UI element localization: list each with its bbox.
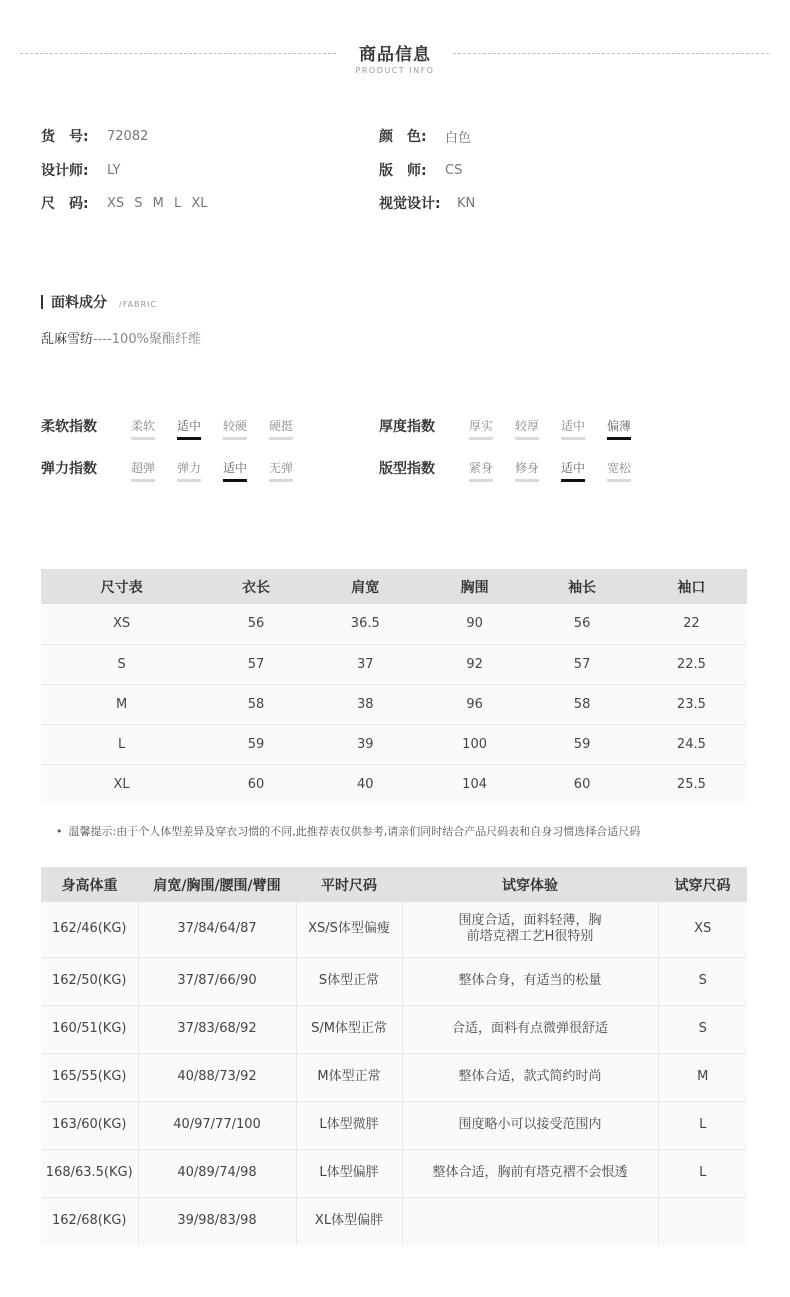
fit-option: 修身 — [515, 460, 539, 482]
fit-table-cell: XS/S体型偏瘦 — [296, 902, 402, 957]
size-table-cell: 38 — [310, 684, 421, 724]
fit-option-active: 适中 — [561, 460, 585, 482]
color-value: 白色 — [445, 130, 472, 146]
softness-option: 硬挺 — [269, 418, 293, 440]
visual-value: KN — [457, 195, 476, 211]
info-visual-design — [379, 193, 475, 213]
size-table-cell: M — [41, 684, 202, 724]
fit-table-cell: 围度略小可以接受范围内 — [402, 1101, 658, 1149]
info-item-no — [41, 126, 148, 146]
fit-table-header-cell: 平时尺码 — [296, 867, 402, 902]
pattern-value: CS — [445, 162, 463, 178]
fit-table-header-cell: 肩宽/胸围/腰围/臂围 — [138, 867, 296, 902]
size-table-header-cell: 胸围 — [421, 569, 528, 604]
fit-table-cell: M — [658, 1053, 747, 1101]
thickness-option: 适中 — [561, 418, 585, 440]
info-sizes — [41, 193, 208, 213]
size-table-cell: S — [41, 644, 202, 684]
fabric-description — [41, 328, 201, 347]
info-color — [379, 126, 471, 146]
softness-index — [41, 418, 315, 440]
softness-option: 柔软 — [131, 418, 155, 440]
fabric-heading — [41, 292, 157, 312]
size-table-header-cell: 衣长 — [202, 569, 309, 604]
fit-table-cell: 163/60(KG) — [41, 1101, 138, 1149]
info-designer — [41, 160, 120, 180]
fit-experience-line: 前塔克褶工艺H很特别 — [466, 929, 594, 945]
fit-option: 宽松 — [607, 460, 631, 482]
fit-table-header-cell: 身高体重 — [41, 867, 138, 902]
softness-option-active: 适中 — [177, 418, 201, 440]
fit-table-cell: S体型正常 — [296, 957, 402, 1005]
size-table-cell: XL — [41, 764, 202, 804]
fit-table-cell: 整体合适，款式简约时尚 — [402, 1053, 658, 1101]
designer-value: LY — [107, 162, 121, 178]
size-table-cell: 57 — [202, 644, 309, 684]
size-table-cell: L — [41, 724, 202, 764]
designer-label: 设计师: — [41, 163, 89, 179]
section-subtitle: PRODUCT INFO — [355, 66, 435, 75]
fabric-name: 乱麻雪纺 — [41, 332, 94, 347]
size-table-cell: 90 — [421, 604, 528, 644]
softness-option: 较硬 — [223, 418, 247, 440]
softness-label: 柔软指数 — [41, 419, 97, 435]
fit-table-cell: 160/51(KG) — [41, 1005, 138, 1053]
size-values: XS S M L XL — [107, 195, 208, 211]
size-table-cell: 24.5 — [636, 724, 747, 764]
size-table-cell: 40 — [310, 764, 421, 804]
fit-table-cell: XL体型偏胖 — [296, 1197, 402, 1245]
fit-table-cell: 40/88/73/92 — [138, 1053, 296, 1101]
elasticity-option: 弹力 — [177, 460, 201, 482]
fit-table-cell: 整体合身，有适当的松量 — [402, 957, 658, 1005]
fit-table — [41, 867, 747, 1245]
size-table-cell: 60 — [202, 764, 309, 804]
elasticity-option-active: 适中 — [223, 460, 247, 482]
size-table-header-cell: 袖长 — [528, 569, 635, 604]
elasticity-option: 超弹 — [131, 460, 155, 482]
fit-table-cell: 37/87/66/90 — [138, 957, 296, 1005]
size-table-cell: 57 — [528, 644, 635, 684]
fit-table-row — [41, 1101, 747, 1149]
fabric-composition: ----100%聚酯纤维 — [93, 332, 201, 347]
fit-table-cell: 162/46(KG) — [41, 902, 138, 957]
fit-table-cell — [402, 1197, 658, 1245]
size-table-header-cell: 袖口 — [636, 569, 747, 604]
fit-table-cell: 162/68(KG) — [41, 1197, 138, 1245]
size-table-cell: 56 — [528, 604, 635, 644]
thickness-index — [379, 418, 653, 440]
fit-option: 紧身 — [469, 460, 493, 482]
size-table-row — [41, 684, 747, 724]
size-table-cell: 58 — [528, 684, 635, 724]
size-tip — [56, 823, 640, 839]
fit-table-header — [41, 867, 747, 902]
fit-table-cell: L体型偏胖 — [296, 1149, 402, 1197]
fit-table-cell: L体型微胖 — [296, 1101, 402, 1149]
fit-table-row — [41, 1005, 747, 1053]
fit-table-cell: XS — [658, 902, 747, 957]
size-table-cell: 92 — [421, 644, 528, 684]
thickness-option-active: 偏薄 — [607, 418, 631, 440]
fit-table-cell: 39/98/83/98 — [138, 1197, 296, 1245]
fit-table-cell: 165/55(KG) — [41, 1053, 138, 1101]
thickness-option: 较厚 — [515, 418, 539, 440]
size-table-cell: 104 — [421, 764, 528, 804]
size-table-cell: 39 — [310, 724, 421, 764]
fit-table-cell: 整体合适，胸前有塔克褶不会恨透 — [402, 1149, 658, 1197]
size-table-cell: 96 — [421, 684, 528, 724]
fit-table-cell: S — [658, 1005, 747, 1053]
fit-table-cell: L — [658, 1149, 747, 1197]
size-table-header — [41, 569, 747, 604]
fabric-accent-bar — [41, 295, 43, 309]
size-table-row — [41, 764, 747, 804]
size-label: 尺 码: — [41, 196, 89, 212]
size-table-cell: 22.5 — [636, 644, 747, 684]
size-table-cell: 59 — [202, 724, 309, 764]
fit-table-cell: M体型正常 — [296, 1053, 402, 1101]
size-table-cell: 59 — [528, 724, 635, 764]
fit-label: 版型指数 — [379, 461, 435, 477]
fit-table-row — [41, 957, 747, 1005]
fit-table-cell: 37/83/68/92 — [138, 1005, 296, 1053]
fit-table-row — [41, 1197, 747, 1245]
fit-table-header-cell: 试穿体验 — [402, 867, 658, 902]
size-table-header-cell: 肩宽 — [310, 569, 421, 604]
fit-table-cell: 40/97/77/100 — [138, 1101, 296, 1149]
pattern-label: 版 师: — [379, 163, 427, 179]
size-table-cell: 37 — [310, 644, 421, 684]
fabric-title-en: /FABRIC — [119, 300, 158, 309]
size-table-cell: 58 — [202, 684, 309, 724]
color-label: 颜 色: — [379, 129, 427, 145]
fit-table-cell: S/M体型正常 — [296, 1005, 402, 1053]
fit-table-cell — [402, 902, 658, 957]
fit-table-cell: 37/84/64/87 — [138, 902, 296, 957]
size-table-cell: 100 — [421, 724, 528, 764]
size-table-row — [41, 724, 747, 764]
elasticity-index — [41, 460, 315, 482]
info-pattern-maker — [379, 160, 462, 180]
fit-table-cell: 合适，面料有点微弹很舒适 — [402, 1005, 658, 1053]
fit-table-cell: S — [658, 957, 747, 1005]
size-table — [41, 569, 747, 804]
size-table-row — [41, 604, 747, 644]
fit-table-cell — [658, 1197, 747, 1245]
fit-table-row — [41, 902, 747, 957]
size-table-cell: 22 — [636, 604, 747, 644]
fit-table-header-cell: 试穿尺码 — [658, 867, 747, 902]
elasticity-label: 弹力指数 — [41, 461, 97, 477]
item-no-label: 货 号: — [41, 129, 89, 145]
fit-table-cell: 162/50(KG) — [41, 957, 138, 1005]
size-table-row — [41, 644, 747, 684]
elasticity-option: 无弹 — [269, 460, 293, 482]
fabric-title: 面料成分 — [51, 295, 107, 311]
fit-table-cell: L — [658, 1101, 747, 1149]
size-table-cell: 60 — [528, 764, 635, 804]
size-table-cell: 25.5 — [636, 764, 747, 804]
fit-table-cell: 40/89/74/98 — [138, 1149, 296, 1197]
size-table-header-cell: 尺寸表 — [41, 569, 202, 604]
size-table-cell: 56 — [202, 604, 309, 644]
fit-table-row — [41, 1149, 747, 1197]
fit-index — [379, 460, 653, 482]
visual-label: 视觉设计: — [379, 196, 441, 212]
thickness-option: 厚实 — [469, 418, 493, 440]
size-table-cell: 36.5 — [310, 604, 421, 644]
item-no-value: 72082 — [107, 128, 149, 144]
size-table-cell: 23.5 — [636, 684, 747, 724]
fit-table-cell: 168/63.5(KG) — [41, 1149, 138, 1197]
size-tip-text: 温馨提示:由于个人体型差异及穿衣习惯的不同,此推荐表仅供参考,请亲们同时结合产品尺码表和自身习惯选择合适尺码 — [68, 825, 641, 838]
thickness-label: 厚度指数 — [379, 419, 435, 435]
fit-experience-line: 围度合适，面料轻薄，胸 — [458, 913, 602, 929]
section-title: 商品信息 — [359, 45, 431, 65]
fit-table-row — [41, 1053, 747, 1101]
size-table-cell: XS — [41, 604, 202, 644]
bullet-icon: • — [56, 825, 63, 838]
